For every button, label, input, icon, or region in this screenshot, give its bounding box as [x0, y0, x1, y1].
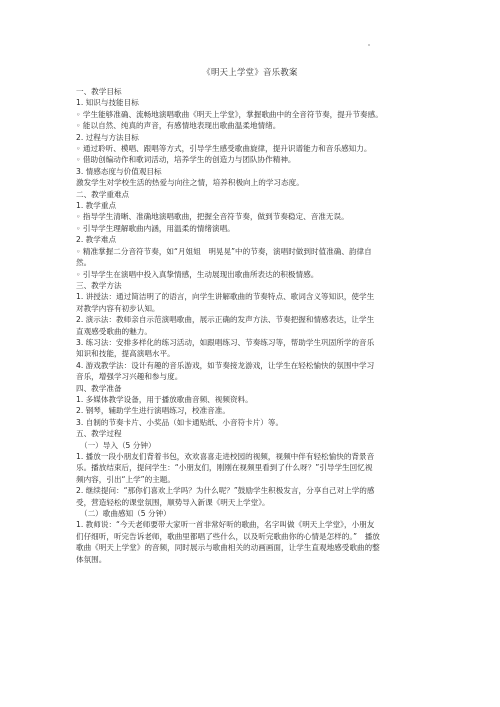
paragraph-line: 1. 教师说：“今天老师要带大家听一首非常好听的歌曲，名字叫做《明天上学堂》，小朋友 [76, 520, 375, 530]
speck-mark [368, 44, 370, 46]
paragraph-line: 乐。播放结束后，提问学生：“小朋友们，刚刚在视频里看到了什么呀？”引导学生回忆视 [76, 463, 373, 473]
paragraph-line: 频内容，引出“上学”的主题。 [76, 474, 175, 484]
list-item: ◦ 借助创编动作和歌词活动，培养学生的创造力与团队协作精神。 [76, 155, 296, 165]
document-body [76, 86, 421, 565]
list-item: ◦ 通过聆听、模唱、跟唱等方式，引导学生感受歌曲旋律，提升识谱能力和音乐感知力。 [76, 144, 372, 154]
subheading-focus: 1. 教学重点 [76, 201, 117, 211]
subheading-knowledge: 1. 知识与技能目标 [76, 98, 139, 108]
list-item: ◦ 学生能够准确、流畅地演唱歌曲《明天上学堂》，掌握歌曲中的全音符节奏，提升节奏感。 [76, 109, 383, 119]
paragraph-line: 2. 继续提问：“那你们喜欢上学吗？为什么呢？”鼓励学生积极发言，分享自己对上学的感 [76, 486, 375, 496]
list-item: ◦ 能以自然、纯真的声音，有感情地表现出歌曲温柔地情绪。 [76, 121, 281, 131]
paragraph-line: 受，营造轻松的课堂氛围，顺势导入新课《明天上学堂》。 [76, 497, 270, 507]
list-item: ◦ 精准掌握二分音符节奏，如“月姐姐 明晃晃”中的节奏，演唱时做到时值准确、韵律自 [76, 246, 372, 256]
paragraph-line: 2. 演示法：教师亲自示范演唱歌曲，展示正确的发声方法、节奏把握和情感表达，让学生 [76, 315, 375, 325]
paragraph-line: 歌曲《明天上学堂》的音频，同时展示与歌曲相关的动画画面，让学生直观地感受歌曲的整 [76, 543, 380, 553]
list-item-continuation: 然。 [76, 258, 92, 268]
paragraph-line: 4. 游戏教学法：设计有趣的音乐游戏，如节奏接龙游戏，让学生在轻松愉快的氛围中学习 [76, 360, 375, 370]
paragraph-line: 知识和技能，提高演唱水平。 [76, 349, 175, 359]
paragraph-line: 直观感受歌曲的魅力。 [76, 326, 152, 336]
paragraph-line: 体氛围。 [76, 554, 107, 564]
list-item: ◦ 引导学生在演唱中投入真挚情感，生动展现出歌曲所表达的积极情感。 [76, 269, 319, 279]
heading-key-points: 二、教学重难点 [76, 189, 130, 199]
paragraph-line: 对教学内容有初步认知。 [76, 303, 160, 313]
subheading-attitude: 3. 情感态度与价值观目标 [76, 166, 162, 176]
subheading-intro: （一）导入（5 分钟） [80, 440, 156, 450]
heading-preparation: 四、教学准备 [76, 383, 122, 393]
subheading-perception: （二）歌曲感知（5 分钟） [80, 509, 171, 519]
document-title: 《明天上学堂》音乐教案 [202, 67, 298, 77]
paragraph-line: 1. 多媒体教学设备，用于播放歌曲音频、视频资料。 [76, 394, 253, 404]
paragraph-line: 3. 自制的节奏卡片、小奖品（如卡通贴纸、小音符卡片）等。 [76, 417, 284, 427]
subheading-process: 2. 过程与方法目标 [76, 132, 139, 142]
paragraph-line: 激发学生对学校生活的热爱与向往之情，培养积极向上的学习态度。 [76, 178, 304, 188]
paragraph-line: 1. 播放一段小朋友们背着书包，欢欢喜喜走进校园的视频，视频中伴有轻松愉快的背景音 [76, 452, 375, 461]
paragraph-line: 1. 讲授法：通过简洁明了的语言，向学生讲解歌曲的节奏特点、歌词含义等知识，使学生 [76, 292, 375, 302]
heading-objectives: 一、教学目标 [76, 87, 122, 96]
list-item: ◦ 指导学生清晰、准确地演唱歌曲，把握全音符节奏，做到节奏稳定、音准无误。 [76, 212, 349, 222]
heading-process: 五、教学过程 [76, 429, 122, 439]
subheading-difficulty: 2. 教学难点 [76, 235, 117, 245]
paragraph-line: 们仔细听，听完告诉老师，歌曲里都唱了些什么，以及听完歌曲你的心情是怎样的。” 播放 [76, 531, 380, 541]
paragraph-line: 2. 钢琴，辅助学生进行演唱练习，校准音准。 [76, 406, 230, 416]
list-item: ◦ 引导学生理解歌曲内涵，用温柔的情绪演唱。 [76, 223, 235, 233]
paragraph-line: 3. 练习法：安排多样化的练习活动，如跟唱练习、节奏练习等，帮助学生巩固所学的音乐 [76, 337, 375, 347]
paragraph-line: 音乐，增强学习兴趣和参与度。 [76, 372, 183, 382]
heading-methods: 三、教学方法 [76, 280, 122, 290]
